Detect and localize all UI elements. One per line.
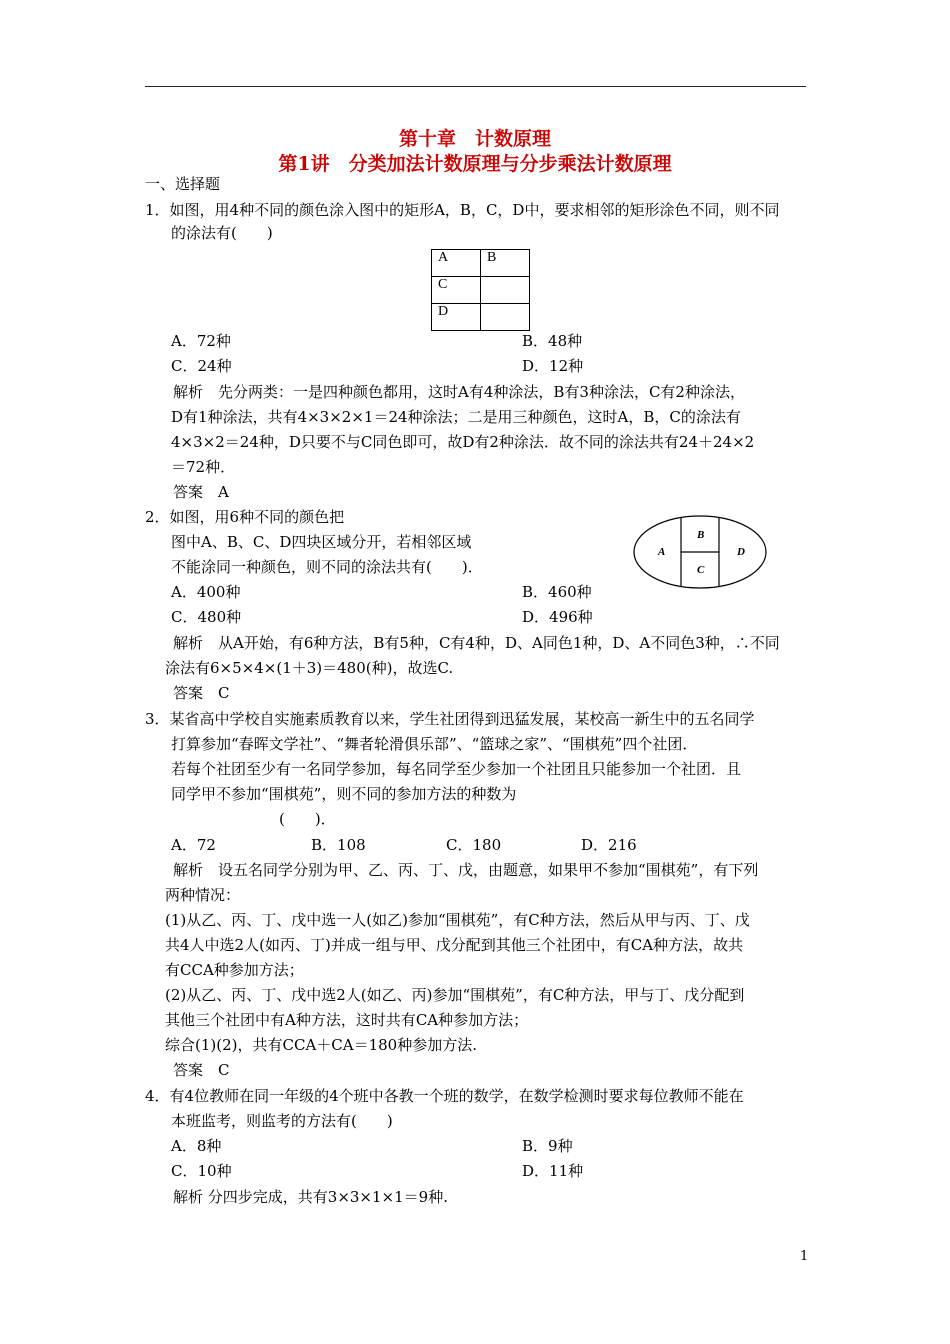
q1-analysis-line: 解析 先分两类：一是四种颜色都用，这时A有4种涂法，B有3种涂法，C有2种涂法， <box>173 383 745 401</box>
q2-ellipse-figure <box>630 512 770 592</box>
q1-stem-line1: 1．如图，用4种不同的颜色涂入图中的矩形A，B，C，D中，要求相邻的矩形涂色不同，则不同 <box>145 201 780 219</box>
grid-cell: A <box>432 250 481 277</box>
q3-analysis-line: 解析 设五名同学分别为甲、乙、丙、丁、戊，由题意，如果甲不参加“围棋苑”，有下列 <box>173 861 759 879</box>
q3-stem-line: 3．某省高中学校自实施素质教育以来，学生社团得到迅猛发展，某校高一新生中的五名同学 <box>145 710 755 728</box>
q3-analysis-line: 其他三个社团中有A种方法，这时共有CA种参加方法； <box>165 1011 529 1029</box>
q2-option-c: C．480种 <box>171 608 242 626</box>
q3-analysis-line: (2)从乙、丙、丁、戊中选2人(如乙、丙)参加“围棋苑”，有C种方法，甲与丁、戊分配到 <box>165 986 745 1004</box>
q4-analysis: 解析 分四步完成，共有3×3×1×1＝9种. <box>173 1188 448 1206</box>
q3-option-d: D．216 <box>581 836 637 854</box>
q4-stem-line1: 4．有4位教师在同一年级的4个班中各教一个班的数学，在数学检测时要求每位教师不能在 <box>145 1087 744 1105</box>
q3-analysis-line: 综合(1)(2)，共有CCA＋CA＝180种参加方法. <box>165 1036 477 1054</box>
q3-stem-line: 若每个社团至少有一名同学参加，每名同学至少参加一个社团且只能参加一个社团．且 <box>171 760 742 778</box>
q1-rectangle-grid <box>431 249 530 331</box>
region-label-d: D <box>737 546 745 558</box>
section-label: 一、选择题 <box>145 175 221 193</box>
q2-stem-line3: 不能涂同一种颜色，则不同的涂法共有( )． <box>171 558 483 576</box>
grid-row <box>432 304 530 331</box>
q3-option-b: B．108 <box>311 836 366 854</box>
q2-option-d: D．496种 <box>522 608 593 626</box>
grid-cell: D <box>432 304 481 331</box>
grid-row <box>432 250 530 277</box>
q3-answer: 答案 C <box>173 1061 230 1079</box>
q2-option-a: A．400种 <box>171 583 241 601</box>
q2-option-b: B．460种 <box>522 583 592 601</box>
grid-cell <box>481 277 530 304</box>
region-label-c: C <box>697 564 705 576</box>
q3-blank: ( )． <box>279 810 336 828</box>
q1-stem-line2: 的涂法有( ) <box>171 224 273 242</box>
q3-option-a: A．72 <box>171 836 216 854</box>
q4-stem-line2: 本班监考，则监考的方法有( ) <box>171 1112 393 1130</box>
q2-analysis-line: 解析 从A开始，有6种方法，B有5种，C有4种，D、A同色1种，D、A不同色3种，∴不同 <box>173 634 780 652</box>
q4-option-b: B．9种 <box>522 1137 573 1155</box>
grid-row <box>432 277 530 304</box>
region-label-b: B <box>697 529 705 541</box>
q2-stem-line1: 2．如图，用6种不同的颜色把 <box>145 508 345 526</box>
q3-analysis-line: (1)从乙、丙、丁、戊中选一人(如乙)参加“围棋苑”，有C种方法，然后从甲与丙、丁、戊 <box>165 911 750 929</box>
q4-option-d: D．11种 <box>522 1162 584 1180</box>
q1-option-a: A．72种 <box>171 332 231 350</box>
lesson-title: 第1讲 分类加法计数原理与分步乘法计数原理 <box>278 153 672 175</box>
q2-stem-line2: 图中A、B、C、D四块区域分开，若相邻区域 <box>171 533 472 551</box>
q1-option-c: C．24种 <box>171 357 232 375</box>
q3-analysis-line: 共4人中选2人(如丙、丁)并成一组与甲、戊分配到其他三个社团中，有CA种方法，故共 <box>165 936 744 954</box>
chapter-title: 第十章 计数原理 <box>398 128 551 150</box>
q3-analysis-line: 有CCA种参加方法； <box>165 961 304 979</box>
q2-analysis-line: 涂法有6×5×4×(1＋3)＝480(种)，故选C. <box>165 659 454 677</box>
q4-option-c: C．10种 <box>171 1162 232 1180</box>
q2-answer: 答案 C <box>173 684 230 702</box>
q1-analysis-line: 4×3×2＝24种，D只要不与C同色即可，故D有2种涂法．故不同的涂法共有24＋24×2 <box>171 433 755 451</box>
header-rule <box>145 86 806 87</box>
q1-option-d: D．12种 <box>522 357 584 375</box>
q3-option-c: C．180 <box>446 836 502 854</box>
q3-analysis-line: 两种情况： <box>165 886 241 904</box>
q3-stem-line: 同学甲不参加“围棋苑”，则不同的参加方法的种数为 <box>171 785 517 803</box>
grid-cell: C <box>432 277 481 304</box>
grid-cell: B <box>481 250 530 277</box>
q3-stem-line: 打算参加“春晖文学社”、“舞者轮滑俱乐部”、“篮球之家”、“围棋苑”四个社团． <box>171 735 698 753</box>
page-number: 1 <box>800 1249 809 1264</box>
q1-answer: 答案 A <box>173 483 229 501</box>
region-label-a: A <box>658 546 666 558</box>
grid-cell <box>481 304 530 331</box>
q1-analysis-line: ＝72种． <box>171 458 236 476</box>
q4-option-a: A．8种 <box>171 1137 222 1155</box>
q1-option-b: B．48种 <box>522 332 583 350</box>
q1-analysis-line: D有1种涂法，共有4×3×2×1＝24种涂法；二是用三种颜色，这时A，B，C的涂法有 <box>171 408 741 426</box>
